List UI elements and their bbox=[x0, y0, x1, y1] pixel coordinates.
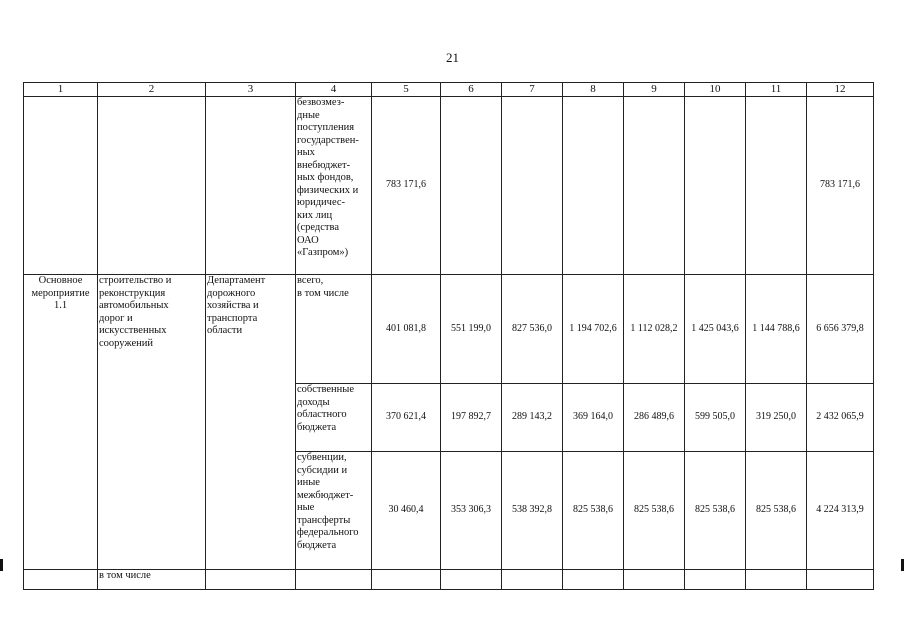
funding-source-label: собственные доходы областного бюджета bbox=[296, 384, 372, 452]
edge-mark-left bbox=[0, 559, 3, 571]
value-cell: 370 621,4 bbox=[372, 384, 441, 452]
cell bbox=[502, 570, 563, 590]
col-header: 9 bbox=[624, 83, 685, 97]
cell bbox=[502, 97, 563, 275]
table-row bbox=[24, 97, 874, 275]
value-cell: 1 112 028,2 bbox=[624, 275, 685, 384]
col-header: 8 bbox=[563, 83, 624, 97]
cell bbox=[441, 570, 502, 590]
value-cell: 1 144 788,6 bbox=[746, 275, 807, 384]
funding-source-label: всего, в том числе bbox=[296, 275, 372, 384]
cell bbox=[372, 570, 441, 590]
value-cell: 538 392,8 bbox=[502, 452, 563, 570]
value-cell: 783 171,6 bbox=[372, 97, 441, 275]
value-cell: 551 199,0 bbox=[441, 275, 502, 384]
cell bbox=[685, 97, 746, 275]
value-cell: 6 656 379,8 bbox=[807, 275, 874, 384]
value-cell: 353 306,3 bbox=[441, 452, 502, 570]
table-row bbox=[24, 570, 874, 590]
value-cell: 319 250,0 bbox=[746, 384, 807, 452]
value-cell: 825 538,6 bbox=[746, 452, 807, 570]
value-cell: 783 171,6 bbox=[807, 97, 874, 275]
value-cell: 599 505,0 bbox=[685, 384, 746, 452]
col-header: 1 bbox=[24, 83, 98, 97]
value-cell: 1 425 043,6 bbox=[685, 275, 746, 384]
table-row bbox=[24, 275, 874, 384]
sub-label: в том числе bbox=[98, 570, 206, 590]
col-header: 2 bbox=[98, 83, 206, 97]
cell bbox=[563, 570, 624, 590]
budget-table bbox=[23, 82, 874, 590]
cell bbox=[746, 570, 807, 590]
col-header: 10 bbox=[685, 83, 746, 97]
cell bbox=[296, 570, 372, 590]
value-cell: 289 143,2 bbox=[502, 384, 563, 452]
value-cell: 825 538,6 bbox=[685, 452, 746, 570]
cell bbox=[206, 570, 296, 590]
value-cell: 197 892,7 bbox=[441, 384, 502, 452]
cell bbox=[24, 570, 98, 590]
col-header: 7 bbox=[502, 83, 563, 97]
cell bbox=[441, 97, 502, 275]
col-header: 12 bbox=[807, 83, 874, 97]
activity-number: Основное мероприятие 1.1 bbox=[24, 275, 98, 570]
value-cell: 369 164,0 bbox=[563, 384, 624, 452]
cell bbox=[206, 97, 296, 275]
value-cell: 1 194 702,6 bbox=[563, 275, 624, 384]
value-cell: 30 460,4 bbox=[372, 452, 441, 570]
funding-source-label: безвозмез- дные поступления государствен- ных внебюджет- ных фондов, физических и юридичес- ких лиц (средства ОАО «Газпром») bbox=[296, 97, 372, 275]
activity-description: строительство и реконструкция автомобильных дорог и искусственных сооружений bbox=[98, 275, 206, 570]
page-number: 21 bbox=[446, 50, 459, 65]
responsible-department: Департамент дорожного хозяйства и транспорта области bbox=[206, 275, 296, 570]
cell bbox=[563, 97, 624, 275]
value-cell: 286 489,6 bbox=[624, 384, 685, 452]
value-cell: 825 538,6 bbox=[624, 452, 685, 570]
cell bbox=[24, 97, 98, 275]
value-cell: 2 432 065,9 bbox=[807, 384, 874, 452]
cell bbox=[746, 97, 807, 275]
value-cell: 827 536,0 bbox=[502, 275, 563, 384]
cell bbox=[624, 570, 685, 590]
cell bbox=[624, 97, 685, 275]
column-number-header bbox=[24, 83, 874, 97]
value-cell: 4 224 313,9 bbox=[807, 452, 874, 570]
col-header: 6 bbox=[441, 83, 502, 97]
cell bbox=[685, 570, 746, 590]
col-header: 5 bbox=[372, 83, 441, 97]
cell bbox=[807, 570, 874, 590]
cell bbox=[98, 97, 206, 275]
value-cell: 401 081,8 bbox=[372, 275, 441, 384]
col-header: 3 bbox=[206, 83, 296, 97]
value-cell: 825 538,6 bbox=[563, 452, 624, 570]
col-header: 11 bbox=[746, 83, 807, 97]
edge-mark-right bbox=[901, 559, 904, 571]
funding-source-label: субвенции, субсидии и иные межбюджет- ные трансферты федерального бюджета bbox=[296, 452, 372, 570]
col-header: 4 bbox=[296, 83, 372, 97]
